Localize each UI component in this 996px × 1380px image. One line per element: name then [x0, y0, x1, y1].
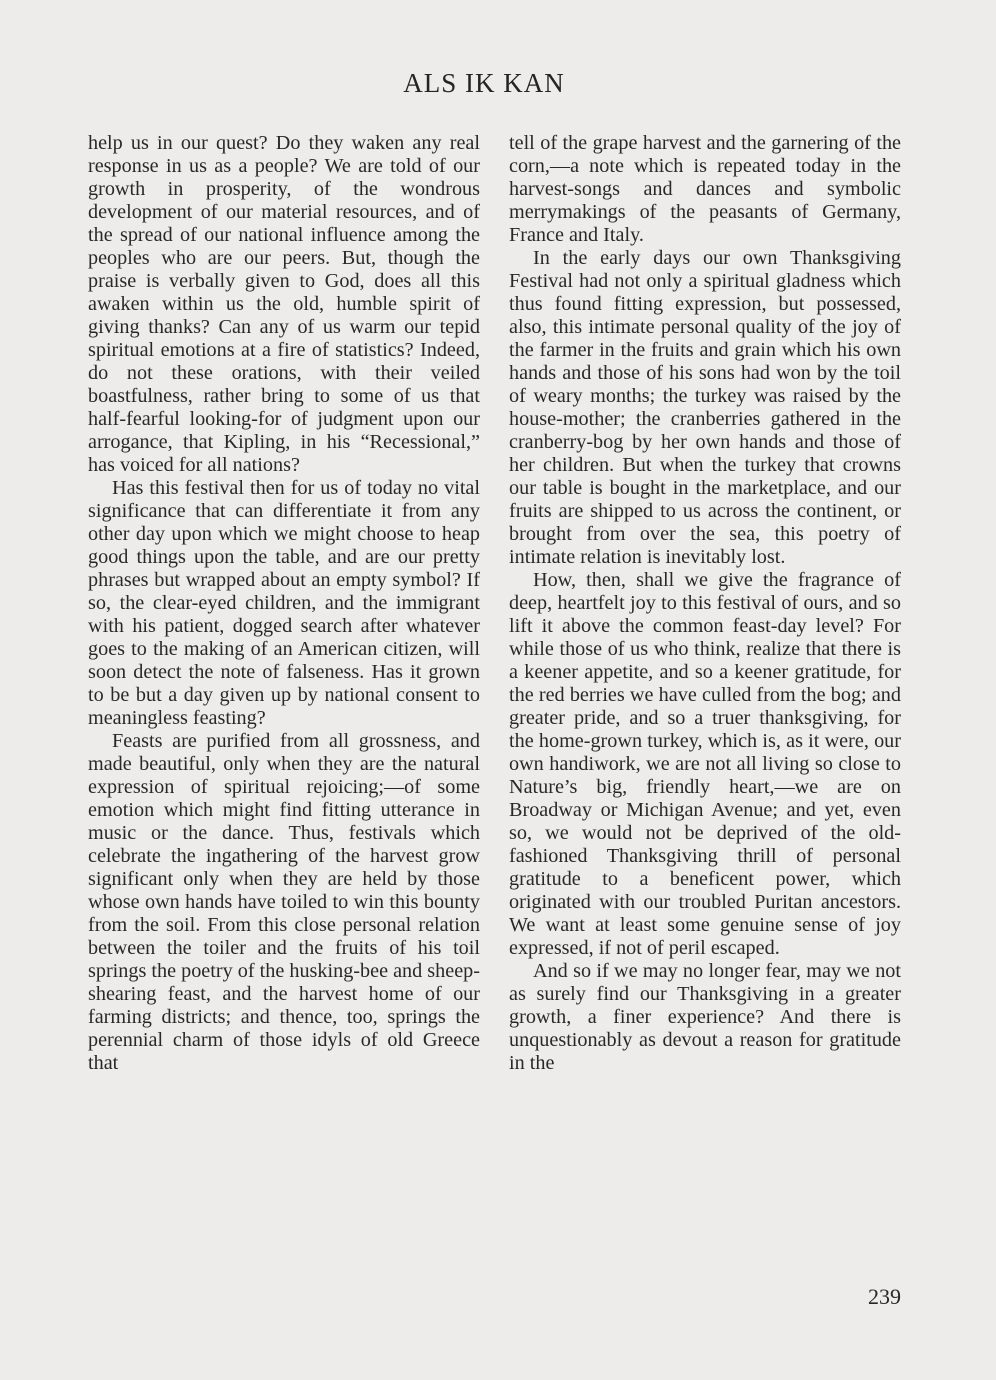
paragraph: In the early days our own Thanksgiving Festival had not only a spiritual gladness which thus found fitting expression, but possessed, also, this intimate personal quality of the joy of the farmer in the fruits and grain which his own hands and those of his sons had won by the toil of weary months; the turkey was raised by the house-mother; the cranberries gathered in the cranberry-bog by her own hands and those of her children. But when the turkey that crowns our table is bought in the marketplace, and our fruits are shipped to us across the continent, or brought from over the sea, this poetry of intimate relation is inevitably lost.	[509, 247, 901, 568]
paragraph: How, then, shall we give the fragrance of deep, heartfelt joy to this festival of ours, and so lift it above the common feast-day level? For while those of us who think, realize that there is a keener appetite, and so a keener gratitude, for the red berries we have culled from the bog; and greater pride, and so a truer thanksgiving, for the home-grown turkey, which is, as it were, our own handiwork, we are not all living so close to Nature’s big, friendly heart,—we are on Broadway or Michigan Avenue; and yet, even so, we would not be deprived of the old-fashioned Thanksgiving thrill of personal gratitude to a beneficent power, which originated with our troubled Puritan ancestors. We want at least some genuine sense of joy expressed, if not of peril escaped.	[509, 569, 901, 959]
paragraph: help us in our quest? Do they waken any real response in us as a people? We are told of our growth in prosperity, of the wondrous development of our material resources, and of the spread of our national influence among the peoples who are our peers. But, though the praise is verbally given to God, does all this awaken within us the old, humble spirit of giving thanks? Can any of us warm our tepid spiritual emotions at a fire of statistics? Indeed, do not these orations, with their veiled boastfulness, rather bring to some of us that half-fearful looking-for of judgment upon our arrogance, that Kipling, in his “Recessional,” has voiced for all nations?	[88, 132, 480, 476]
right-column	[509, 132, 901, 1075]
left-column	[88, 132, 480, 1075]
page-number: 239	[868, 1284, 901, 1309]
paragraph: Feasts are purified from all grossness, and made beautiful, only when they are the natural expression of spiritual rejoicing;—of some emotion which might find fitting utterance in music or the dance. Thus, festivals which celebrate the ingathering of the harvest grow significant only when they are held by those whose own hands have toiled to win this bounty from the soil. From this close personal relation between the toiler and the fruits of his toil springs the poetry of the husking-bee and sheep-shearing feast, and the harvest home of our farming districts; and thence, too, springs the perennial charm of those idyls of old Greece that	[88, 730, 480, 1074]
paragraph: tell of the grape harvest and the garnering of the corn,—a note which is repeated today in the harvest-songs and dances and symbolic merrymakings of the peasants of Germany, France and Italy.	[509, 132, 901, 246]
paragraph: Has this festival then for us of today no vital significance that can differentiate it from any other day upon which we might choose to heap good things upon the table, and are our pretty phrases but wrapped about an empty symbol? If so, the clear-eyed children, and the immigrant with his patient, dogged search after whatever goes to the making of an American citizen, will soon detect the note of falseness. Has it grown to be but a day given up by national consent to meaningless feasting?	[88, 477, 480, 729]
running-head: ALS IK KAN	[403, 68, 565, 98]
paragraph: And so if we may no longer fear, may we not as surely find our Thanksgiving in a greater growth, a finer experience? And there is unquestionably as devout a reason for gratitude in the	[509, 960, 901, 1074]
